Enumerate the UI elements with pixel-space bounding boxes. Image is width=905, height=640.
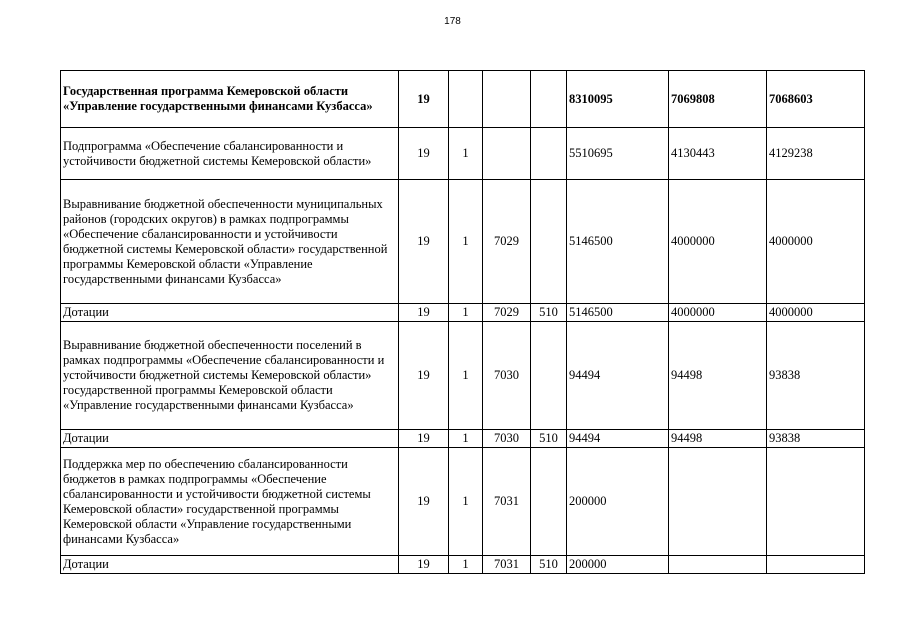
expense-type-code [531, 180, 567, 304]
value-2021: 94494 [567, 430, 669, 448]
direction-code: 7030 [483, 322, 531, 430]
row-name: Дотации [61, 304, 399, 322]
ministry-code: 19 [399, 128, 449, 180]
direction-code: 7031 [483, 448, 531, 556]
value-2022: 7069808 [669, 71, 767, 128]
row-name: Поддержка мер по обеспечению сбалансированности бюджетов в рамках подпрограммы «Обеспечение сбалансированности и устойчивости бюджетной системы Кемеровской области» государственной программы Кемеровской области «Управление государственными финансами Кузбасса» [61, 448, 399, 556]
value-2022: 94498 [669, 430, 767, 448]
value-2023: 4129238 [767, 128, 865, 180]
subprogram-code: 1 [449, 180, 483, 304]
ministry-code: 19 [399, 71, 449, 128]
row-name: Государственная программа Кемеровской области «Управление государственными финансами Кузбасса» [61, 71, 399, 128]
value-2023: 93838 [767, 322, 865, 430]
subprogram-code: 1 [449, 556, 483, 574]
value-2022 [669, 556, 767, 574]
table-row [61, 304, 865, 322]
expense-type-code [531, 128, 567, 180]
expense-type-code: 510 [531, 556, 567, 574]
ministry-code: 19 [399, 430, 449, 448]
value-2022: 4000000 [669, 180, 767, 304]
value-2021: 5146500 [567, 180, 669, 304]
direction-code: 7029 [483, 304, 531, 322]
table-row [61, 71, 865, 128]
expense-type-code [531, 71, 567, 128]
row-name: Выравнивание бюджетной обеспеченности поселений в рамках подпрограммы «Обеспечение сбалансированности и устойчивости бюджетной системы Кемеровской области» государственной программы Кемеровской области «Управление государственными финансами Кузбасса» [61, 322, 399, 430]
row-name: Дотации [61, 556, 399, 574]
ministry-code: 19 [399, 304, 449, 322]
value-2021: 5510695 [567, 128, 669, 180]
expense-type-code [531, 448, 567, 556]
value-2021: 8310095 [567, 71, 669, 128]
ministry-code: 19 [399, 556, 449, 574]
value-2022: 4000000 [669, 304, 767, 322]
value-2023: 4000000 [767, 180, 865, 304]
value-2021: 200000 [567, 448, 669, 556]
subprogram-code [449, 71, 483, 128]
value-2023: 93838 [767, 430, 865, 448]
value-2022 [669, 448, 767, 556]
expense-type-code [531, 322, 567, 430]
row-name: Дотации [61, 430, 399, 448]
direction-code [483, 71, 531, 128]
value-2021: 94494 [567, 322, 669, 430]
value-2021: 200000 [567, 556, 669, 574]
row-name: Выравнивание бюджетной обеспеченности муниципальных районов (городских округов) в рамках подпрограммы «Обеспечение сбалансированности и устойчивости бюджетной системы Кемеровской области» государственной программы Кемеровской области «Управление государственными финансами Кузбасса» [61, 180, 399, 304]
value-2022: 94498 [669, 322, 767, 430]
subprogram-code: 1 [449, 430, 483, 448]
value-2023 [767, 448, 865, 556]
subprogram-code: 1 [449, 304, 483, 322]
subprogram-code: 1 [449, 322, 483, 430]
value-2023 [767, 556, 865, 574]
table-row [61, 322, 865, 430]
ministry-code: 19 [399, 322, 449, 430]
table-row [61, 128, 865, 180]
subprogram-code: 1 [449, 448, 483, 556]
ministry-code: 19 [399, 180, 449, 304]
value-2021: 5146500 [567, 304, 669, 322]
ministry-code: 19 [399, 448, 449, 556]
table-row [61, 180, 865, 304]
value-2023: 7068603 [767, 71, 865, 128]
direction-code: 7031 [483, 556, 531, 574]
table-row [61, 448, 865, 556]
table-row [61, 556, 865, 574]
direction-code [483, 128, 531, 180]
expense-type-code: 510 [531, 430, 567, 448]
direction-code: 7030 [483, 430, 531, 448]
page-number: 178 [444, 16, 461, 27]
direction-code: 7029 [483, 180, 531, 304]
table-row [61, 430, 865, 448]
budget-table [60, 70, 865, 574]
value-2023: 4000000 [767, 304, 865, 322]
subprogram-code: 1 [449, 128, 483, 180]
value-2022: 4130443 [669, 128, 767, 180]
expense-type-code: 510 [531, 304, 567, 322]
row-name: Подпрограмма «Обеспечение сбалансированности и устойчивости бюджетной системы Кемеровской области» [61, 128, 399, 180]
